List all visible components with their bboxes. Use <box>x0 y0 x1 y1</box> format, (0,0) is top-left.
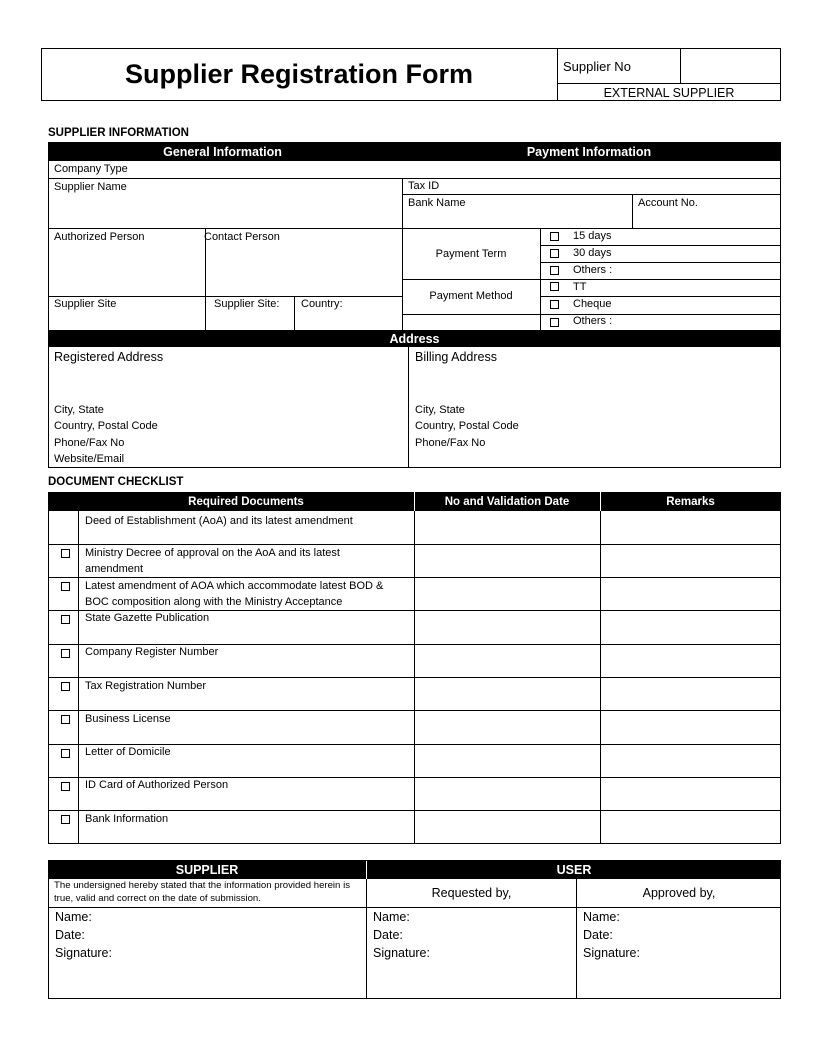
table-row <box>48 677 781 710</box>
registered-country-postal-label: Country, Postal Code <box>54 420 158 432</box>
billing-city-state-label: City, State <box>415 404 465 416</box>
remarks-cell[interactable] <box>601 512 780 543</box>
column-header-validation-date: No and Validation Date <box>444 495 570 508</box>
registered-phone-fax-label: Phone/Fax No <box>54 437 125 449</box>
document-name: Company Register Number <box>85 646 219 658</box>
country-label: Country: <box>301 298 343 310</box>
contact-person-field[interactable] <box>206 245 401 295</box>
company-type-label: Company Type <box>54 163 128 175</box>
checkbox[interactable] <box>61 549 70 558</box>
tax-id-field[interactable] <box>450 179 780 194</box>
supplier-signature-block[interactable] <box>49 908 365 998</box>
supplier-name-field[interactable] <box>49 195 401 227</box>
payment-term-option[interactable] <box>541 229 781 245</box>
option-label: TT <box>573 281 587 293</box>
checkbox[interactable] <box>550 318 559 327</box>
name-label: Name: <box>373 910 410 924</box>
remarks-cell[interactable] <box>601 578 780 609</box>
signature-label: Signature: <box>373 946 430 960</box>
validation-date-cell[interactable] <box>415 545 600 576</box>
validation-date-cell[interactable] <box>415 678 600 709</box>
payment-method-option[interactable] <box>541 297 781 314</box>
supplier-type-label: EXTERNAL SUPPLIER <box>603 86 735 100</box>
checkbox[interactable] <box>61 682 70 691</box>
option-label: Others : <box>573 315 613 327</box>
document-name: Business License <box>85 713 171 725</box>
table-row <box>48 577 781 610</box>
authorized-person-label: Authorized Person <box>54 231 145 243</box>
payment-term-option[interactable] <box>541 246 781 262</box>
registered-city-state-label: City, State <box>54 404 104 416</box>
document-name: Letter of Domicile <box>85 746 171 758</box>
supplier-no-field[interactable] <box>681 49 780 83</box>
checkbox[interactable] <box>61 715 70 724</box>
column-header-required-documents: Required Documents <box>188 495 304 508</box>
payment-term-label: Payment Term <box>435 248 507 260</box>
supplier-header: SUPPLIER <box>48 860 366 879</box>
checkbox[interactable] <box>61 782 70 791</box>
validation-date-cell[interactable] <box>415 811 600 843</box>
table-row <box>48 511 781 544</box>
validation-date-cell[interactable] <box>415 611 600 643</box>
table-row <box>48 710 781 744</box>
document-name: Latest amendment of AOA which accommodate latest BOD & BOC composition along with the Ministry Acceptance <box>85 580 384 608</box>
validation-date-cell[interactable] <box>415 578 600 609</box>
billing-country-postal-label: Country, Postal Code <box>415 420 519 432</box>
signature-label: Signature: <box>583 946 640 960</box>
page-title: Supplier Registration Form <box>124 59 474 89</box>
option-label: Cheque <box>573 298 612 310</box>
payment-method-label: Payment Method <box>429 290 513 302</box>
supplier-no-label: Supplier No <box>563 59 631 74</box>
checkbox[interactable] <box>550 282 559 291</box>
payment-term-option[interactable] <box>541 263 781 279</box>
bank-name-field[interactable] <box>403 211 631 227</box>
address-header: Address <box>48 331 781 347</box>
remarks-cell[interactable] <box>601 678 780 709</box>
bank-name-label: Bank Name <box>408 197 466 209</box>
table-row <box>48 777 781 810</box>
registered-address-title: Registered Address <box>54 350 164 364</box>
billing-phone-fax-label: Phone/Fax No <box>415 437 486 449</box>
supplier-site-label: Supplier Site <box>54 298 117 310</box>
document-name: Ministry Decree of approval on the AoA and its latest amendment <box>85 547 340 575</box>
name-label: Name: <box>55 910 92 924</box>
validation-date-cell[interactable] <box>415 645 600 676</box>
requested-by-label: Requested by, <box>431 886 512 900</box>
approved-by-signature-block[interactable] <box>577 908 780 998</box>
column-header-remarks: Remarks <box>666 495 715 508</box>
document-name: Tax Registration Number <box>85 680 207 692</box>
remarks-cell[interactable] <box>601 711 780 743</box>
tax-id-label: Tax ID <box>408 180 440 192</box>
payment-method-option[interactable] <box>541 315 781 331</box>
checkbox[interactable] <box>550 300 559 309</box>
checkbox[interactable] <box>61 582 70 591</box>
supplier-information-heading: SUPPLIER INFORMATION <box>48 127 189 139</box>
general-information-header: General Information <box>48 142 397 161</box>
company-type-field[interactable] <box>130 162 780 178</box>
checkbox[interactable] <box>61 749 70 758</box>
account-no-field[interactable] <box>633 211 780 227</box>
document-name: Deed of Establishment (AoA) and its latest amendment <box>85 515 353 527</box>
user-header: USER <box>367 860 781 879</box>
remarks-cell[interactable] <box>601 811 780 843</box>
payment-information-header: Payment Information <box>397 142 781 161</box>
date-label: Date: <box>373 928 403 942</box>
date-label: Date: <box>55 928 85 942</box>
validation-date-cell[interactable] <box>415 745 600 776</box>
billing-address-field[interactable] <box>409 366 780 466</box>
supplier-site-secondary-label: Supplier Site: <box>214 298 280 310</box>
table-row <box>48 744 781 777</box>
remarks-cell[interactable] <box>601 611 780 643</box>
remarks-cell[interactable] <box>601 645 780 676</box>
account-no-label: Account No. <box>638 197 698 209</box>
remarks-cell[interactable] <box>601 545 780 576</box>
registered-website-email-label: Website/Email <box>54 453 125 465</box>
table-row <box>48 810 781 844</box>
document-name: State Gazette Publication <box>85 612 210 624</box>
table-row <box>48 544 781 577</box>
contact-person-label: Contact Person <box>204 231 280 243</box>
registered-address-field[interactable] <box>49 366 407 466</box>
option-label: 15 days <box>573 230 612 242</box>
date-label: Date: <box>583 928 613 942</box>
checkbox[interactable] <box>550 266 559 275</box>
validation-date-cell[interactable] <box>415 711 600 743</box>
authorized-person-field[interactable] <box>49 245 204 295</box>
validation-date-cell[interactable] <box>415 778 600 809</box>
remarks-cell[interactable] <box>601 745 780 776</box>
checkbox[interactable] <box>61 615 70 624</box>
requested-by-signature-block[interactable] <box>367 908 575 998</box>
supplier-statement: The undersigned hereby stated that the information provided herein is true, valid and correct on the date of submission. <box>54 880 350 904</box>
remarks-cell[interactable] <box>601 778 780 809</box>
document-name: Bank Information <box>85 813 169 825</box>
name-label: Name: <box>583 910 620 924</box>
document-name: ID Card of Authorized Person <box>85 779 229 791</box>
option-label: 30 days <box>573 247 612 259</box>
checkbox[interactable] <box>550 249 559 258</box>
signature-label: Signature: <box>55 946 112 960</box>
checkbox[interactable] <box>61 649 70 658</box>
checkbox[interactable] <box>61 815 70 824</box>
checkbox[interactable] <box>550 232 559 241</box>
payment-method-option[interactable] <box>541 280 781 296</box>
approved-by-label: Approved by, <box>642 886 716 900</box>
supplier-name-label: Supplier Name <box>54 181 127 193</box>
document-checklist-heading: DOCUMENT CHECKLIST <box>48 476 184 488</box>
option-label: Others : <box>573 264 613 276</box>
validation-date-cell[interactable] <box>415 512 600 543</box>
table-row <box>48 610 781 644</box>
table-row <box>48 644 781 677</box>
billing-address-title: Billing Address <box>415 350 497 364</box>
